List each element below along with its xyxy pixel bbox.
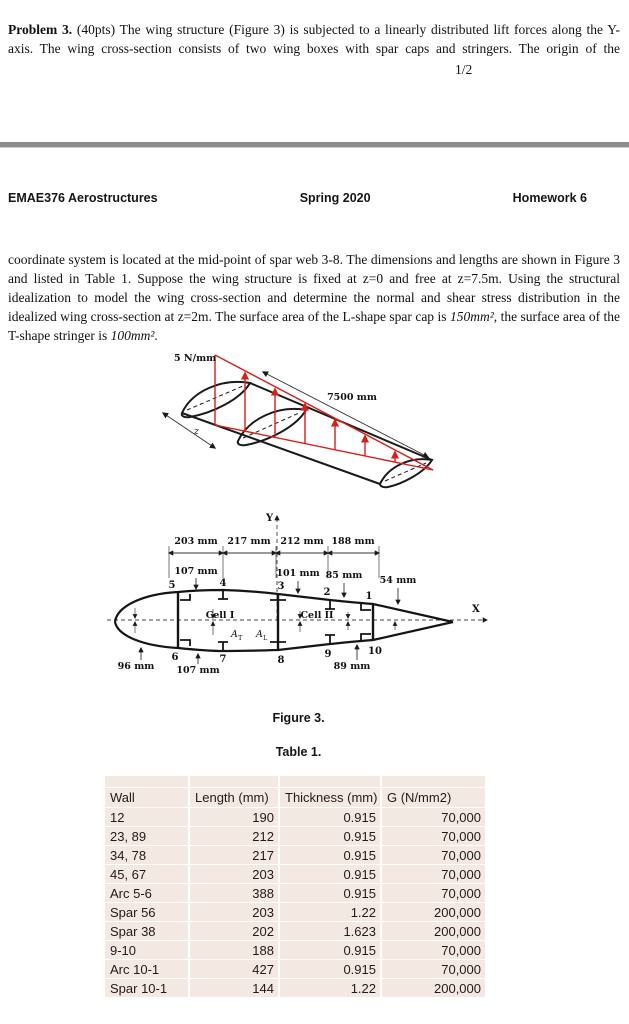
col-header-length: Length (mm) [189,788,279,808]
cell-wall: 23, 89 [105,827,189,846]
cell-thickness: 0.915 [279,846,381,865]
lower-skin [115,622,453,651]
table-spacer-row [105,776,486,788]
axis-reference-arrows [135,608,395,635]
boom-2: 2 [323,587,331,598]
stringer-9 [325,635,335,643]
table-row [105,960,486,979]
cell-thickness: 0.915 [279,941,381,960]
y-axis-label: Y [266,513,274,524]
table-row [105,846,486,865]
cell-length: 217 [189,846,279,865]
problem-statement [8,20,620,58]
page-number: 1/2 [455,62,473,77]
cell-2-label: Cell II [300,610,334,621]
dim-101: 101 mm [276,568,320,579]
cell-length: 427 [189,960,279,979]
cell-length: 202 [189,922,279,941]
boom-4: 4 [219,578,227,589]
problem-label: Problem 3. [8,21,73,37]
course-title: EMAE376 Aerostructures [8,191,158,205]
cell-g: 70,000 [381,827,486,846]
wing-3d-figure [160,345,450,510]
table-caption: Table 1. [275,745,322,759]
load-arrows [245,373,395,462]
boom-10: 10 [368,646,382,657]
span-dimension-label: 7500 mm [327,392,377,403]
body-text-2: , the surface area of the T-shape stringer is [8,308,620,343]
stringer-4 [218,591,228,599]
figure-caption: Figure 3. [272,711,325,725]
wall-properties-table [105,776,487,998]
col-header-g: G (N/mm2) [381,788,486,808]
stringer-area-value: 100mm² [110,327,155,343]
span-dimension-line [263,372,428,457]
table-row [105,865,486,884]
cell-length: 144 [189,979,279,998]
cell-thickness: 1.623 [279,922,381,941]
z-dimension-line [163,413,215,448]
term-label: Spring 2020 [299,191,371,205]
cell-g: 200,000 [381,903,486,922]
table-row [105,884,486,903]
cell-length: 212 [189,827,279,846]
boom-7: 7 [219,654,227,665]
assignment-label: Homework 6 [512,191,587,205]
dim-212: 212 mm [280,536,324,547]
cell-wall: 45, 67 [105,865,189,884]
cell-g: 70,000 [381,884,486,903]
cell-g: 70,000 [381,808,486,827]
cell-thickness: 0.915 [279,865,381,884]
cell-thickness: 0.915 [279,884,381,903]
boom-1: 1 [365,591,373,602]
cell-length: 188 [189,941,279,960]
wing-cross-section-figure [95,508,515,693]
cell-wall: Spar 56 [105,903,189,922]
cell-length: 190 [189,808,279,827]
spar-caps-1-10 [361,604,371,640]
z-axis-label: z [194,426,200,437]
cell-thickness: 1.22 [279,979,381,998]
cell-wall: Arc 5-6 [105,884,189,903]
body-text-1: coordinate system is located at the mid-point of spar web 3-8. The dimensions and lengths are shown in Figure 3 and listed in Table 1. Suppose the wing structure is fixed at z=0 and free at z=7.5m. Using the structural idealization to model the wing cross-section and determine the normal and shear stress distribution in the idealized wing cross-section at z=2m. The surface area of the L-shape spar cap is [8,251,620,324]
cell-length: 203 [189,903,279,922]
area-T-symbol: A [231,629,238,640]
cell-g: 70,000 [381,865,486,884]
cell-thickness: 0.915 [279,960,381,979]
cell-thickness: 1.22 [279,903,381,922]
document-header [8,191,587,205]
load-hypotenuse [215,355,433,470]
spar-cap-area-value: 150mm² [449,308,494,324]
table-row [105,922,486,941]
cell-wall: Spar 38 [105,922,189,941]
dim-89: 89 mm [333,661,371,672]
cell-g: 200,000 [381,922,486,941]
cell-thickness: 0.915 [279,827,381,846]
stringer-2 [325,601,335,609]
problem-text: (40pts) The wing structure (Figure 3) is subjected to a linearly distributed lift forces along the Y-axis. The wing cross-section consists of two wing boxes with spar caps and stringers. The origin of the [8,21,620,56]
cell-thickness: 0.915 [279,808,381,827]
cell-wall: 34, 78 [105,846,189,865]
dim-217: 217 mm [227,536,271,547]
load-intensity-label: 5 N/mm [174,353,217,364]
table-header-row [105,788,486,808]
boom-3: 3 [277,581,285,592]
table-row [105,827,486,846]
dim-107-top: 107 mm [174,566,218,577]
table-row [105,979,486,998]
cell-length: 388 [189,884,279,903]
stringer-7 [218,642,228,650]
boom-6: 6 [171,652,179,663]
body-text-3: . [154,327,158,343]
boom-5: 5 [168,580,176,591]
cell-g: 70,000 [381,960,486,979]
body-paragraph [8,250,620,345]
area-L-subscript: L [263,634,268,642]
table-row [105,808,486,827]
dim-96: 96 mm [117,661,155,672]
dim-203: 203 mm [174,536,218,547]
boom-9: 9 [324,649,332,660]
upper-skin [115,590,453,622]
cell-g: 200,000 [381,979,486,998]
dim-107-bottom: 107 mm [176,665,220,676]
col-header-wall: Wall [105,788,189,808]
dim-188: 188 mm [331,536,375,547]
page-break-divider [0,142,629,148]
table-body [105,808,486,998]
table-row [105,903,486,922]
cell-wall: Arc 10-1 [105,960,189,979]
x-axis-label: X [472,604,480,615]
cell-g: 70,000 [381,846,486,865]
leading-edge-line [182,413,380,484]
cell-g: 70,000 [381,941,486,960]
area-T-subscript: T [238,634,243,642]
cell-wall: 12 [105,808,189,827]
table-row [105,941,486,960]
cell-1-label: Cell I [205,610,235,621]
boom-8: 8 [277,655,285,666]
cell-wall: Spar 10-1 [105,979,189,998]
area-L-symbol: A [256,629,263,640]
dim-54: 54 mm [379,575,417,586]
col-header-thickness: Thickness (mm) [279,788,381,808]
dim-85: 85 mm [325,570,363,581]
cell-length: 203 [189,865,279,884]
cell-wall: 9-10 [105,941,189,960]
